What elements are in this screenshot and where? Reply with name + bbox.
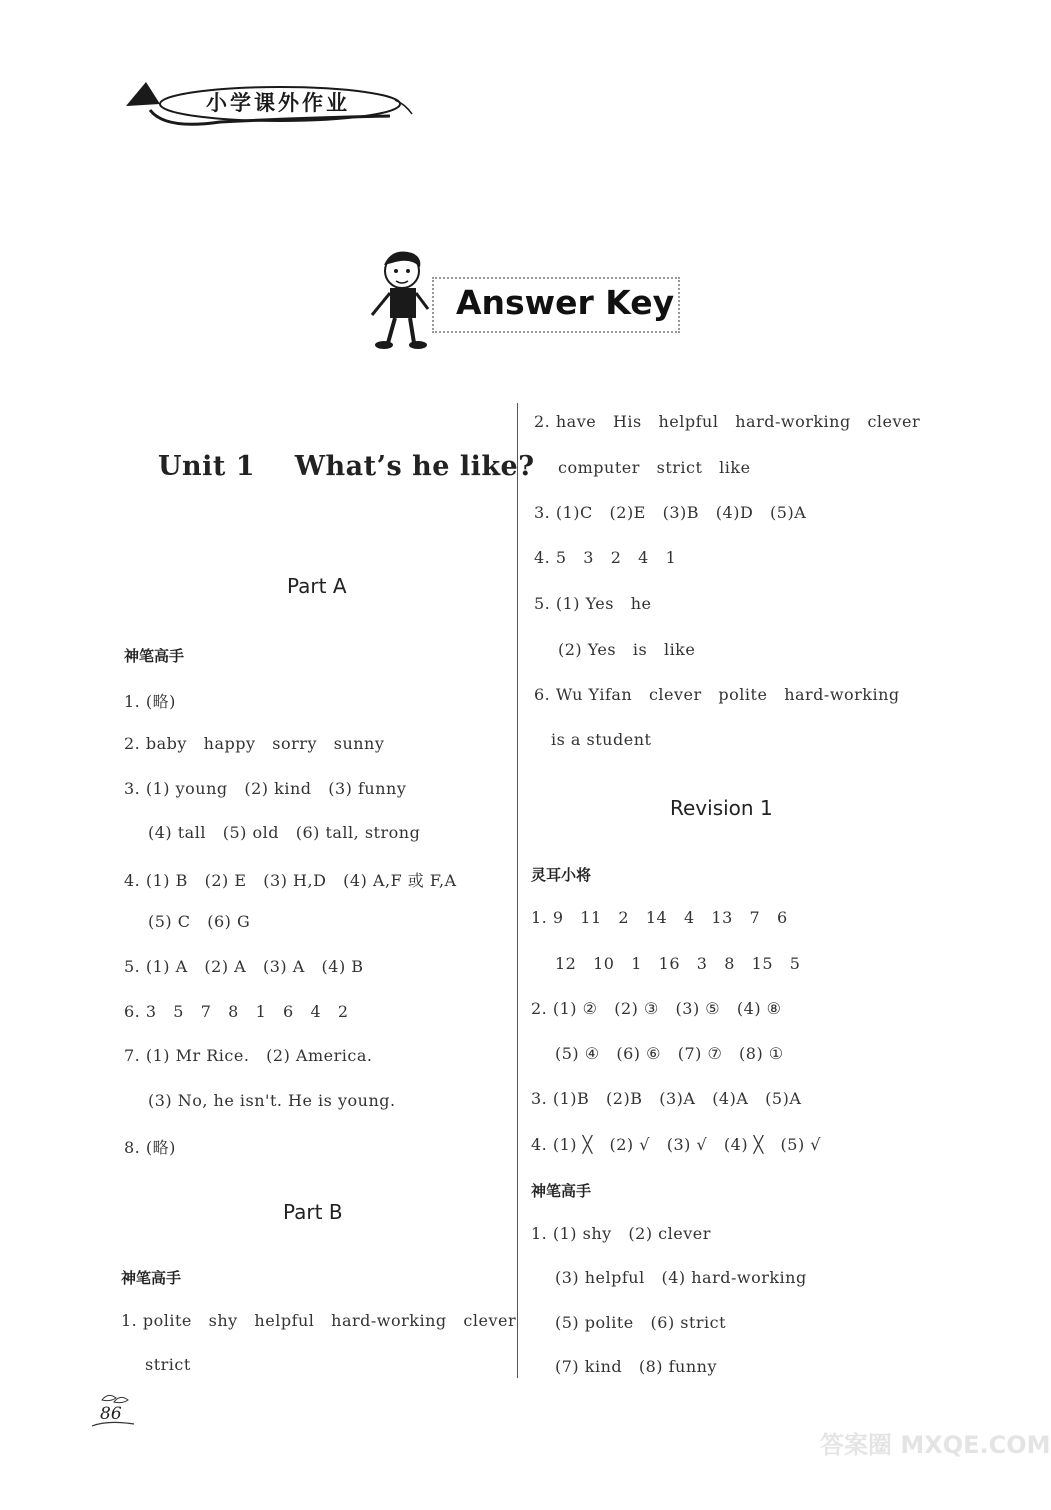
series-header [120, 70, 420, 140]
answer-line: (4) tall (5) old (6) tall, strong [148, 823, 421, 842]
part-b-subheading: 神笔高手 [121, 1269, 182, 1287]
part-a-subheading: 神笔高手 [124, 647, 185, 665]
part-b-heading: Part B [283, 1200, 343, 1224]
answer-line: (5) polite (6) strict [555, 1313, 727, 1332]
answer-line: 4. 5 3 2 4 1 [534, 548, 677, 567]
series-title: 小学课外作业 [206, 91, 350, 115]
answer-line: 3. (1)C (2)E (3)B (4)D (5)A [534, 503, 807, 522]
revision-subheading-writing: 神笔高手 [531, 1182, 592, 1200]
answer-line: 6. Wu Yifan clever polite hard-working [534, 685, 900, 704]
answer-line: 8. (略) [124, 1138, 176, 1157]
page-number-badge [88, 1390, 138, 1430]
answer-line: 1. 9 11 2 14 4 13 7 6 [531, 908, 788, 927]
answer-line: 4. (1) B (2) E (3) H,D (4) A,F 或 F,A [124, 871, 457, 890]
answer-line: 2. have His helpful hard-working clever [534, 412, 921, 431]
answer-line: 5. (1) A (2) A (3) A (4) B [124, 957, 364, 976]
answer-line: 1. (略) [124, 692, 176, 711]
column-divider [517, 403, 518, 1378]
answer-line: is a student [551, 730, 652, 749]
part-a-heading: Part A [287, 574, 347, 598]
answer-line: 4. (1) ╳ (2) √ (3) √ (4) ╳ (5) √ [531, 1135, 821, 1154]
answer-line: (2) Yes is like [558, 640, 696, 659]
answer-line: 7. (1) Mr Rice. (2) America. [124, 1046, 373, 1065]
answer-line: 3. (1)B (2)B (3)A (4)A (5)A [531, 1089, 802, 1108]
banner-title: Answer Key [456, 283, 675, 322]
answer-line: (5) C (6) G [148, 912, 251, 931]
page-number: 86 [100, 1404, 122, 1424]
answer-line: 5. (1) Yes he [534, 594, 652, 613]
answer-line: 1. polite shy helpful hard-working clever [121, 1311, 517, 1330]
answer-line: (3) No, he isn't. He is young. [148, 1091, 396, 1110]
answer-line: (3) helpful (4) hard-working [555, 1268, 807, 1287]
answer-line: 12 10 1 16 3 8 15 5 [555, 954, 801, 973]
answer-line: 3. (1) young (2) kind (3) funny [124, 779, 407, 798]
answer-line: computer strict like [558, 458, 751, 477]
watermark: 答案圈 MXQE.COM [820, 1431, 1051, 1459]
answer-line: (5) ④ (6) ⑥ (7) ⑦ (8) ① [555, 1044, 784, 1063]
unit-title: Unit 1 What’s he like? [158, 451, 535, 482]
answer-line: 2. (1) ② (2) ③ (3) ⑤ (4) ⑧ [531, 999, 782, 1018]
revision-heading: Revision 1 [670, 796, 773, 820]
cartoon-boy-icon [362, 243, 442, 353]
answer-line: strict [145, 1355, 191, 1374]
answer-line: 1. (1) shy (2) clever [531, 1224, 711, 1243]
revision-subheading-listening: 灵耳小将 [531, 866, 592, 884]
answer-key-banner [362, 243, 682, 353]
answer-line: 6. 3 5 7 8 1 6 4 2 [124, 1002, 349, 1021]
answer-line: 2. baby happy sorry sunny [124, 734, 385, 753]
answer-line: (7) kind (8) funny [555, 1357, 717, 1376]
